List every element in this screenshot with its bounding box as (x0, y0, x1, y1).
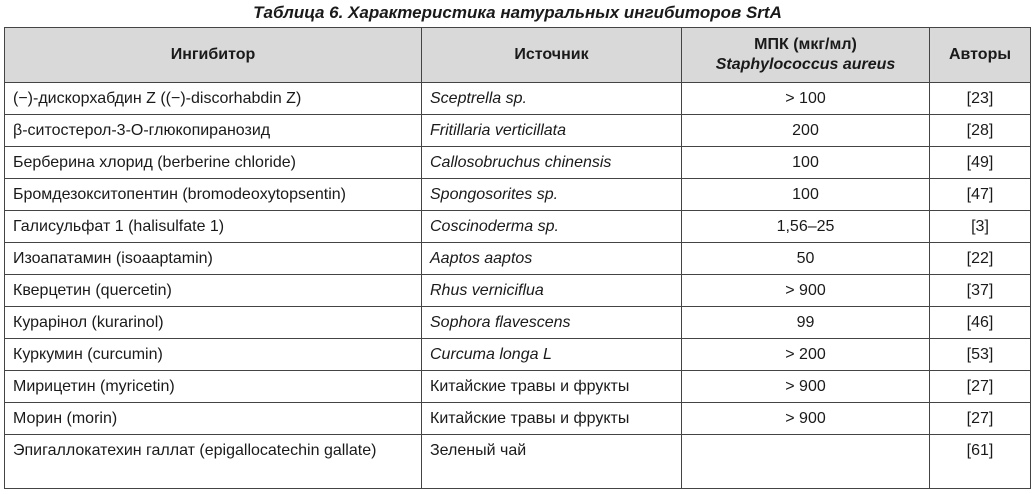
cell-mic: 1,56–25 (682, 211, 930, 243)
cell-authors: [23] (930, 83, 1031, 115)
table-row (5, 275, 1031, 307)
cell-mic (682, 435, 930, 489)
cell-mic: 100 (682, 147, 930, 179)
table-row (5, 179, 1031, 211)
cell-authors: [28] (930, 115, 1031, 147)
cell-inhibitor: Эпигаллокатехин галлат (epigallocatechin gallate) (5, 435, 422, 489)
header-source: Источник (422, 28, 682, 83)
header-authors: Авторы (930, 28, 1031, 83)
cell-source: Rhus verniciflua (422, 275, 682, 307)
cell-mic: > 100 (682, 83, 930, 115)
cell-authors: [27] (930, 403, 1031, 435)
cell-inhibitor: Галисульфат 1 (halisulfate 1) (5, 211, 422, 243)
cell-source: Sophora flavescens (422, 307, 682, 339)
cell-authors: [49] (930, 147, 1031, 179)
table-row (5, 339, 1031, 371)
table-row (5, 435, 1031, 489)
cell-inhibitor: Берберина хлорид (berberine chloride) (5, 147, 422, 179)
cell-source: Зеленый чай (422, 435, 682, 489)
header-mic-organism: Staphylococcus aureus (715, 56, 896, 73)
cell-mic: 100 (682, 179, 930, 211)
cell-authors: [47] (930, 179, 1031, 211)
cell-source: Coscinoderma sp. (422, 211, 682, 243)
table-row (5, 115, 1031, 147)
table-row (5, 371, 1031, 403)
cell-source: Callosobruchus chinensis (422, 147, 682, 179)
cell-inhibitor: Бромдезокситопентин (bromodeoxytopsentin) (5, 179, 422, 211)
cell-inhibitor: Курарінол (kurarinol) (5, 307, 422, 339)
cell-authors: [46] (930, 307, 1031, 339)
table-header-row (5, 28, 1031, 83)
cell-authors: [3] (930, 211, 1031, 243)
cell-inhibitor: (−)-дискорхабдин Z ((−)-discorhabdin Z) (5, 83, 422, 115)
cell-mic: > 900 (682, 403, 930, 435)
cell-inhibitor: Изоапатамин (isoaaptamin) (5, 243, 422, 275)
table-row (5, 243, 1031, 275)
cell-inhibitor: Морин (morin) (5, 403, 422, 435)
cell-source: Sceptrella sp. (422, 83, 682, 115)
cell-source: Curcuma longa L (422, 339, 682, 371)
table-row (5, 83, 1031, 115)
cell-source: Spongosorites sp. (422, 179, 682, 211)
cell-authors: [61] (930, 435, 1031, 489)
cell-authors: [53] (930, 339, 1031, 371)
table-caption: Таблица 6. Характеристика натуральных ингибиторов SrtA (253, 3, 782, 22)
cell-mic: 50 (682, 243, 930, 275)
cell-authors: [27] (930, 371, 1031, 403)
header-mic-unit: МПК (мкг/мл) (754, 36, 857, 53)
table-row (5, 307, 1031, 339)
cell-source: Fritillaria verticillata (422, 115, 682, 147)
inhibitors-table (4, 27, 1031, 489)
header-inhibitor: Ингибитор (5, 28, 422, 83)
table-row (5, 147, 1031, 179)
cell-mic: > 200 (682, 339, 930, 371)
cell-authors: [22] (930, 243, 1031, 275)
cell-inhibitor: β-ситостерол-3-О-глюкопиранозид (5, 115, 422, 147)
cell-source: Китайские травы и фрукты (422, 371, 682, 403)
cell-source: Aaptos aaptos (422, 243, 682, 275)
cell-mic: 99 (682, 307, 930, 339)
cell-mic: 200 (682, 115, 930, 147)
table-row (5, 211, 1031, 243)
cell-mic: > 900 (682, 275, 930, 307)
cell-inhibitor: Кверцетин (quercetin) (5, 275, 422, 307)
cell-inhibitor: Куркумин (curcumin) (5, 339, 422, 371)
header-mic (682, 28, 930, 83)
table-row (5, 403, 1031, 435)
cell-authors: [37] (930, 275, 1031, 307)
cell-source: Китайские травы и фрукты (422, 403, 682, 435)
cell-inhibitor: Мирицетин (myricetin) (5, 371, 422, 403)
cell-mic: > 900 (682, 371, 930, 403)
